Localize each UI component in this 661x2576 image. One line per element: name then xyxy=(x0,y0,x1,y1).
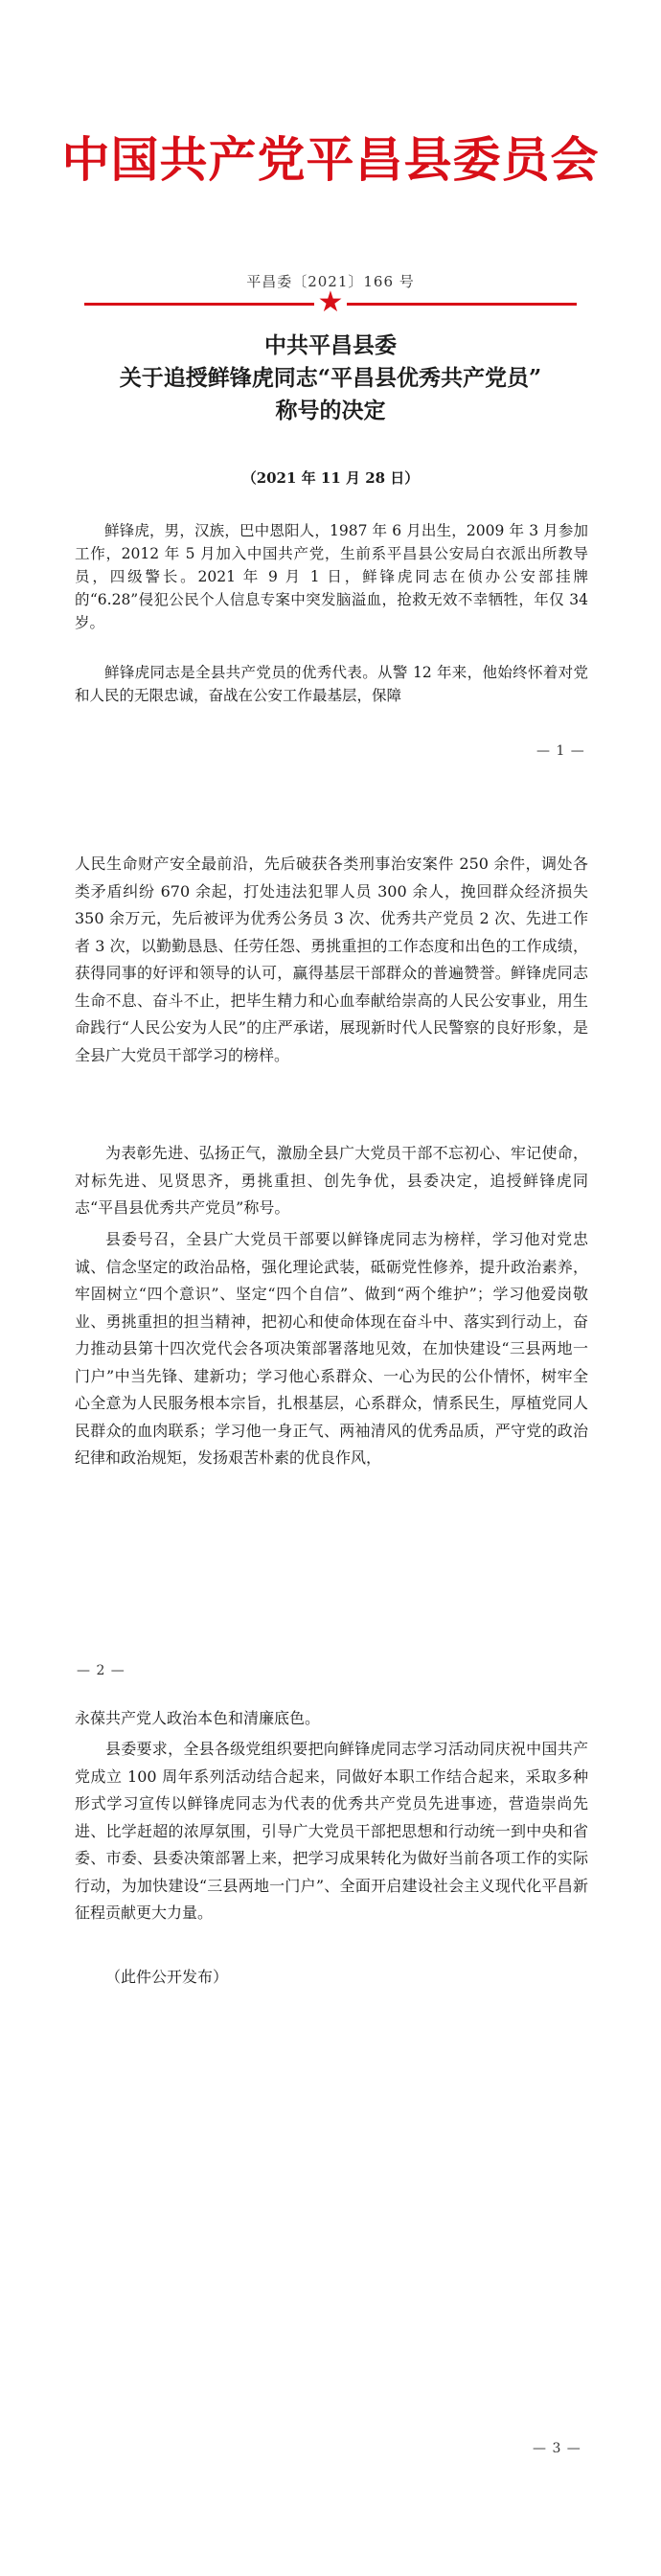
document-title xyxy=(0,330,661,427)
page-number-2: — 2 — xyxy=(77,1663,125,1678)
paragraph-1: 鲜锋虎，男，汉族，巴中恩阳人，1987 年 6 月出生，2009 年 3 月参加工作，2012 年 5 月加入中国共产党，生前系平昌县公安局白衣派出所教导员，四级警长。2021 年 9 月 1 日，鲜锋虎同志在侦办公安部挂牌的“6.28”侵犯公民个人信息专案中突发脑溢血，抢救无效不幸牺牲，年仅 34 岁。 xyxy=(75,522,588,631)
red-divider-right xyxy=(347,303,577,306)
red-divider-left xyxy=(84,303,314,306)
page-number-3: — 3 — xyxy=(533,2441,581,2456)
page-number-1: — 1 — xyxy=(536,743,585,759)
title-line-2: 关于追授鲜锋虎同志“平昌县优秀共产党员” xyxy=(119,365,542,391)
page-1 xyxy=(0,0,661,833)
document-number: 平昌委〔2021〕166 号 xyxy=(246,273,415,290)
org-header-title: 中国共产党平昌县委员会 xyxy=(61,131,600,188)
paragraph-2-start: 鲜锋虎同志是全县共产党员的优秀代表。从警 12 年来，他始终怀着对党和人民的无限忠诚，奋战在公安工作最基层，保障 xyxy=(75,664,588,704)
paragraph-5: 县委要求，全县各级党组织要把向鲜锋虎同志学习活动同庆祝中国共产党成立 100 周年系列活动结合起来，同做好本职工作结合起来，采取多种形式学习宣传以鲜锋虎同志为代表的优秀共产党员先进事迹，营造崇尚先进、比学赶超的浓厚氛围，引导广大党员干部把思想和行动统一到中央和省委、市委、县委决策部署上来，把学习成果转化为做好当前各项工作的实际行动，为加快建设“三县两地一门户”、全面开启建设社会主义现代化平昌新征程贡献更大力量。 xyxy=(75,1740,588,1922)
title-line-1: 中共平昌县委 xyxy=(264,332,397,358)
page-2 xyxy=(0,833,661,1696)
paragraph-4-continued: 永葆共产党人政治本色和清廉底色。 xyxy=(75,1709,321,1727)
title-line-3: 称号的决定 xyxy=(275,398,386,423)
paragraph-2-continued: 人民生命财产安全最前沿，先后破获各类刑事治安案件 250 余件，调处各类矛盾纠纷 670 余起，打处违法犯罪人员 300 余人，挽回群众经济损失 350 余万元，先后被评为优秀公务员 3 次、优秀共产党员 2 次、先进工作者 3 次，以勤勤恳恳、任劳任怨、勇挑重担的工作态度和出色的工作成绩，获得同事的好评和领导的认可，赢得基层干部群众的普遍赞誉。鲜锋虎同志生命不息、奋斗不止，把毕生精力和心血奉献给崇高的人民公安事业，用生命践行“人民公安为人民”的庄严承诺，展现新时代人民警察的良好形象，是全县广大党员干部学习的榜样。 xyxy=(75,855,588,1064)
paragraph-4: 县委号召，全县广大党员干部要以鲜锋虎同志为榜样，学习他对党忠诚、信念坚定的政治品格，强化理论武装，砥砺党性修养，提升政治素养，牢固树立“四个意识”、坚定“四个自信”、做到“两个维护”；学习他爱岗敬业、勇挑重担的担当精神，把初心和使命体现在奋斗中、落实到行动上，奋力推动县第十四次党代会各项决策部署落地见效，在加快建设“三县两地一门户”中当先锋、建新功；学习他心系群众、一心为民的公仆情怀，树牢全心全意为人民服务根本宗旨，扎根基层，心系群众，情系民生，厚植党同人民群众的血肉联系；学习他一身正气、两袖清风的优秀品质，严守党的政治纪律和政治规矩，发扬艰苦朴素的优良作风， xyxy=(75,1230,588,1467)
public-release-note: （此件公开发布） xyxy=(105,1968,229,1986)
paragraph-3: 为表彰先进、弘扬正气，激励全县广大党员干部不忘初心、牢记使命，对标先进、见贤思齐，勇挑重担、创先争优，县委决定，追授鲜锋虎同志“平昌县优秀共产党员”称号。 xyxy=(75,1144,588,1217)
red-star-icon: ★ xyxy=(317,285,344,319)
document-date: （2021 年 11 月 28 日） xyxy=(241,469,420,487)
